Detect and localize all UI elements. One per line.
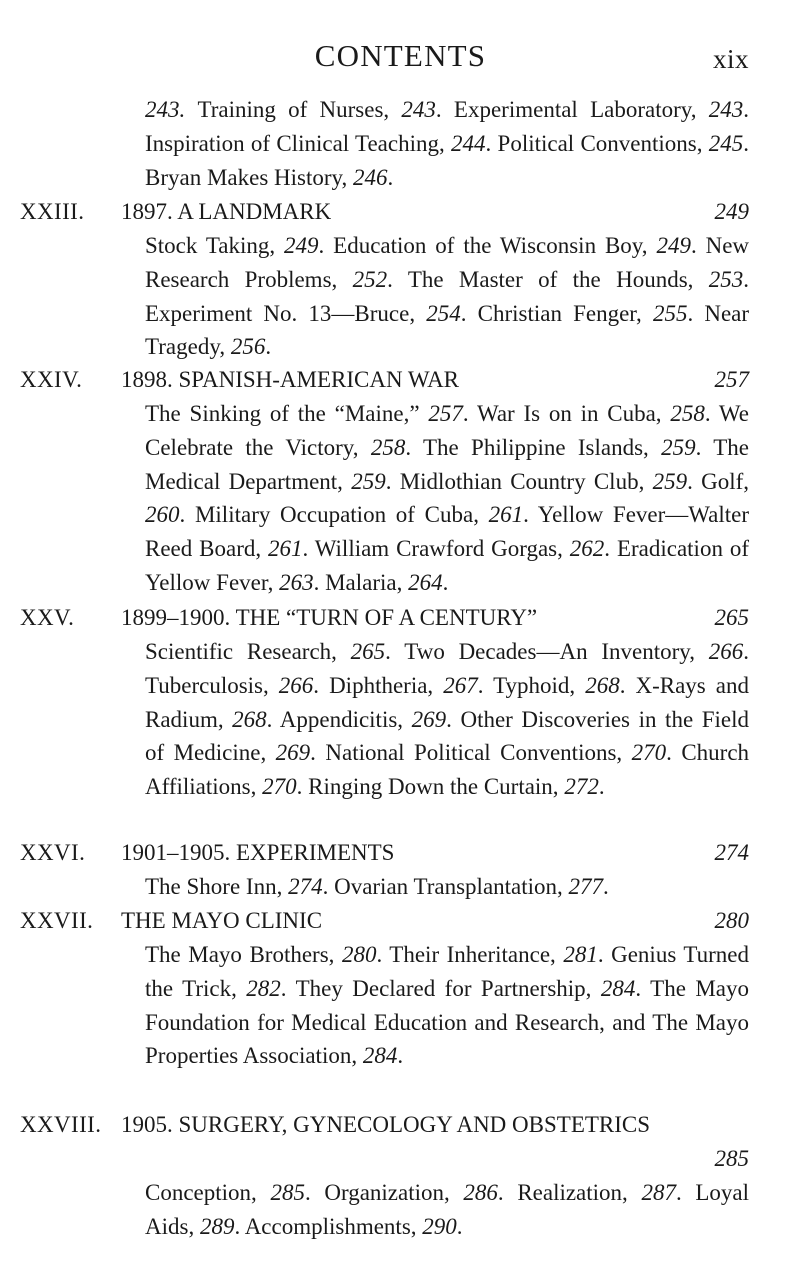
entry-page: 258 — [370, 434, 406, 460]
contents-entry: The Philippine Islands, 259. — [422, 434, 714, 460]
entry-page: 254 — [426, 300, 461, 326]
entry-page: 245 — [708, 130, 744, 156]
chapter-title: THE MAYO CLINIC — [121, 908, 323, 933]
entry-page: 243 — [708, 97, 744, 122]
entry-page: 264 — [408, 569, 443, 595]
contents-entry: Eradication of Yellow Fever, 263. — [145, 536, 749, 595]
chapter-numeral: XXVI. — [20, 840, 86, 865]
entry-page: 244 — [451, 130, 486, 156]
entry-page: 256 — [230, 334, 266, 360]
contents-entry: Ringing Down the Curtain, 272. — [308, 774, 605, 800]
entry-page: 282 — [246, 975, 281, 1001]
entry-page: 289 — [199, 1213, 235, 1239]
chapter-entries — [145, 635, 749, 804]
entry-title: Church Affiliations, — [145, 740, 750, 800]
chapter-title: 1905. SURGERY, GYNECOLOGY AND OBSTETRICS — [121, 1112, 651, 1137]
entry-page: 280 — [341, 942, 377, 967]
entry-page: 265 — [350, 639, 386, 664]
contents-entry: Education of the Wisconsin Boy, 249. — [333, 233, 706, 258]
contents-entry: They Declared for Partnership, 284. — [295, 975, 651, 1001]
entry-page: 284 — [600, 975, 636, 1001]
chapter-page: 280 — [714, 908, 749, 933]
entry-title: National Political Conventions, — [325, 740, 632, 766]
contents-entry: Malaria, 264. — [325, 569, 449, 595]
contents-entry: Diphtheria, 267. — [329, 672, 494, 698]
entry-title: Diphtheria, — [329, 672, 444, 698]
entry-title: Experiment No. 13—Bruce, — [145, 300, 427, 326]
entry-page: 266 — [708, 639, 744, 664]
chapter-entries — [145, 938, 749, 1073]
chapter-entries — [145, 397, 749, 600]
contents-entry: National Political Conventions, 270. — [325, 740, 682, 766]
contents-entry: The Medical Department, 259. — [145, 434, 749, 494]
entry-title: William Crawford Gorgas, — [314, 536, 570, 562]
entry-page: 284 — [362, 1043, 398, 1069]
entry-page: 243. — [145, 97, 198, 122]
entry-page: 257 — [428, 401, 463, 426]
entry-title: Ovarian Transplantation, — [334, 874, 569, 899]
entry-page: 290 — [422, 1213, 457, 1239]
entry-title: Tuberculosis, — [145, 672, 279, 698]
entry-title: Education of the Wisconsin Boy, — [333, 233, 657, 258]
contents-entry: The Master of the Hounds, 253. — [407, 266, 749, 292]
contents-entry: Yellow Fever—Walter Reed Board, 261. — [145, 502, 749, 562]
chapter-numeral: XXVIII. — [20, 1112, 102, 1137]
entry-page: 277 — [568, 874, 604, 899]
contents-entry: X-Rays and Radium, 268. — [145, 672, 749, 732]
entry-title: The Philippine Islands, — [422, 434, 662, 460]
entry-page: 255 — [652, 300, 688, 326]
entry-page: 270 — [262, 774, 297, 800]
entry-title: The Mayo Foundation for Medical Education and Research, and The Mayo Properties Association, — [145, 975, 749, 1069]
entry-title: Eradication of Yellow Fever, — [145, 536, 749, 595]
page-folio: xix — [712, 44, 749, 74]
entry-title: War Is on in Cuba, — [476, 401, 671, 426]
contents-entry: Other Discoveries in the Field of Medicine, 269. — [145, 706, 750, 766]
entry-page: 285 — [270, 1180, 305, 1205]
contents-entry: Military Occupation of Cuba, 261. — [194, 502, 538, 528]
entry-title: Accomplishments, — [244, 1213, 423, 1239]
entry-title: They Declared for Partnership, — [295, 975, 601, 1001]
entry-page: 253 — [708, 266, 744, 292]
entry-page: 281 — [563, 942, 598, 967]
contents-entry: Inspiration of Clinical Teaching, 244. — [145, 130, 498, 156]
entry-page: 259 — [661, 434, 696, 460]
contents-entry: The Sinking of the “Maine,” 257. — [145, 401, 477, 426]
entry-page: 263 — [279, 569, 314, 595]
contents-entry: Two Decades—An Inventory, 266. — [404, 639, 749, 664]
entry-title: Political Conventions, — [497, 130, 709, 156]
entry-page: 286 — [463, 1180, 498, 1205]
contents-entry: We Celebrate the Victory, 258. — [145, 401, 749, 460]
entry-title: Malaria, — [325, 569, 409, 595]
entry-page: 287 — [641, 1180, 676, 1205]
contents-entry: Loyal Aids, 289. — [145, 1180, 750, 1239]
entry-title: Scientific Research, — [145, 639, 351, 664]
contents-entry: Church Affiliations, 270. — [145, 740, 750, 800]
entry-page: 261 — [488, 502, 524, 528]
entry-title: Appendicitis, — [279, 706, 412, 732]
entry-page: 266 — [278, 672, 314, 698]
entry-page: 258 — [670, 401, 705, 426]
contents-entry: Bryan Makes History, 246. — [145, 164, 394, 190]
entry-title: Realization, — [517, 1180, 642, 1205]
entry-title: Bryan Makes History, — [145, 164, 354, 190]
entry-page: 268 — [585, 672, 620, 698]
chapter-numeral: XXV. — [20, 605, 75, 630]
contents-entry: Appendicitis, 269. — [279, 706, 461, 732]
chapter-entries — [145, 1176, 749, 1244]
entry-title: Typhoid, — [493, 672, 586, 698]
contents-entry: Political Conventions, 245. — [497, 130, 750, 156]
entry-title: Midlothian Country Club, — [399, 468, 653, 494]
chapter-entries — [145, 229, 749, 364]
chapter-heading — [121, 836, 749, 870]
contents-entry: Ovarian Transplantation, 277. — [334, 874, 609, 899]
chapter-title: 1899–1900. THE “TURN OF A CENTURY” — [121, 605, 538, 630]
chapter-entries — [145, 870, 749, 904]
contents-entry: Near Tragedy, 256. — [145, 300, 750, 360]
entry-title: X-Rays and Radium, — [145, 672, 749, 732]
contents-entry: Organization, 286. — [324, 1180, 518, 1205]
chapter-heading — [121, 363, 749, 397]
contents-entry: Midlothian Country Club, 259. — [399, 468, 702, 494]
running-head — [0, 38, 801, 74]
contents-entry: Genius Turned the Trick, 282. — [145, 942, 749, 1001]
contents-entry: Accomplishments, 290. — [244, 1213, 463, 1239]
contents-entry: The Mayo Foundation for Medical Education and Research, and The Mayo Properties Association, 284. — [145, 975, 749, 1069]
chapter-page: 257 — [714, 367, 749, 392]
entry-title: The Shore Inn, — [145, 874, 289, 899]
entry-title: Other Discoveries in the Field of Medicine, — [145, 706, 750, 766]
contents-entry: Their Inheritance, 281. — [389, 942, 612, 967]
entry-page: 260 — [145, 502, 180, 528]
chapter-heading — [121, 1108, 749, 1176]
chapter-page: 265 — [714, 605, 749, 630]
entry-title: Experimental Laboratory, — [453, 97, 709, 122]
entry-title: We Celebrate the Victory, — [145, 401, 749, 460]
contents-entry: New Research Problems, 252. — [145, 233, 750, 292]
entry-page: 269 — [275, 740, 311, 766]
entry-page: 267 — [443, 672, 478, 698]
chapter-page: 249 — [714, 199, 749, 224]
entry-title: Organization, — [324, 1180, 464, 1205]
chapter-numeral: XXIV. — [20, 367, 83, 392]
entry-page: 262 — [569, 536, 605, 562]
entry-title: Inspiration of Clinical Teaching, — [145, 130, 451, 156]
contents-entry: Tuberculosis, 266. — [145, 672, 330, 698]
chapter-numeral: XXVII. — [20, 908, 94, 933]
chapter-page: 285 — [714, 1146, 749, 1171]
entry-title: The Mayo Brothers, — [145, 942, 342, 967]
entry-title: Yellow Fever—Walter Reed Board, — [145, 502, 749, 562]
running-title: CONTENTS — [314, 38, 487, 73]
contents-entry: The Shore Inn, 274. — [145, 874, 335, 899]
contents-entry: Stock Taking, 249. — [145, 233, 334, 258]
entry-title: Training of Nurses, — [197, 97, 402, 122]
entry-title: Genius Turned the Trick, — [145, 942, 749, 1001]
contents-entry: War Is on in Cuba, 258. — [476, 401, 719, 426]
entry-page: 274 — [288, 874, 323, 899]
entry-title: Their Inheritance, — [389, 942, 564, 967]
entry-page: 246 — [353, 164, 388, 190]
contents-entry: Training of Nurses, 243. — [197, 97, 454, 122]
entry-title: Military Occupation of Cuba, — [194, 502, 489, 528]
entry-page: 261 — [268, 536, 303, 562]
chapter-page: 274 — [714, 840, 749, 865]
entry-title: The Medical Department, — [145, 434, 749, 494]
contents-entry: Experimental Laboratory, 243. — [453, 97, 749, 122]
entry-page: 259 — [351, 468, 386, 494]
chapter-heading — [121, 601, 749, 635]
entry-title: The Sinking of the “Maine,” — [145, 401, 429, 426]
entry-title: Ringing Down the Curtain, — [308, 774, 565, 800]
entry-page: 270 — [631, 740, 667, 766]
entry-title: Stock Taking, — [145, 233, 285, 258]
entry-page: 268 — [232, 706, 267, 732]
chapter-numeral: XXIII. — [20, 199, 85, 224]
entry-page: 272 — [564, 774, 599, 800]
entry-page: 252 — [352, 266, 388, 292]
contents-entry: The Mayo Brothers, 280. — [145, 942, 390, 967]
chapter-title: 1901–1905. EXPERIMENTS — [121, 840, 395, 865]
entry-page: 249 — [284, 233, 319, 258]
entry-title: Conception, — [145, 1180, 271, 1205]
entry-page: 249 — [656, 233, 691, 258]
entry-title: Two Decades—An Inventory, — [404, 639, 709, 664]
entry-title: New Research Problems, — [145, 233, 750, 292]
chapter-heading — [121, 904, 749, 938]
entry-page: 269 — [411, 706, 447, 732]
chapter-heading — [121, 195, 749, 229]
contents-entry: Golf, 260. — [145, 468, 750, 528]
contents-entry: Experiment No. 13—Bruce, 254. — [145, 300, 478, 326]
entry-page: 243 — [401, 97, 436, 122]
contents-entry: William Crawford Gorgas, 262. — [314, 536, 617, 562]
entry-title: The Master of the Hounds, — [407, 266, 709, 292]
contents-entry: Realization, 287. — [517, 1180, 696, 1205]
contents-entry: Conception, 285. — [145, 1180, 325, 1205]
entry-title: Golf, — [701, 468, 750, 494]
contents-entry: Christian Fenger, 255. — [477, 300, 705, 326]
entry-title: Loyal Aids, — [145, 1180, 750, 1239]
entry-title: Near Tragedy, — [145, 300, 750, 360]
chapter-title: 1898. SPANISH-AMERICAN WAR — [121, 367, 460, 392]
continued-entries — [145, 93, 749, 194]
chapter-title: 1897. A LANDMARK — [121, 199, 332, 224]
contents-entry: Scientific Research, 265. — [145, 639, 405, 664]
entry-page: 259 — [652, 468, 688, 494]
contents-entry: Typhoid, 268. — [493, 672, 636, 698]
entry-title: Christian Fenger, — [477, 300, 653, 326]
